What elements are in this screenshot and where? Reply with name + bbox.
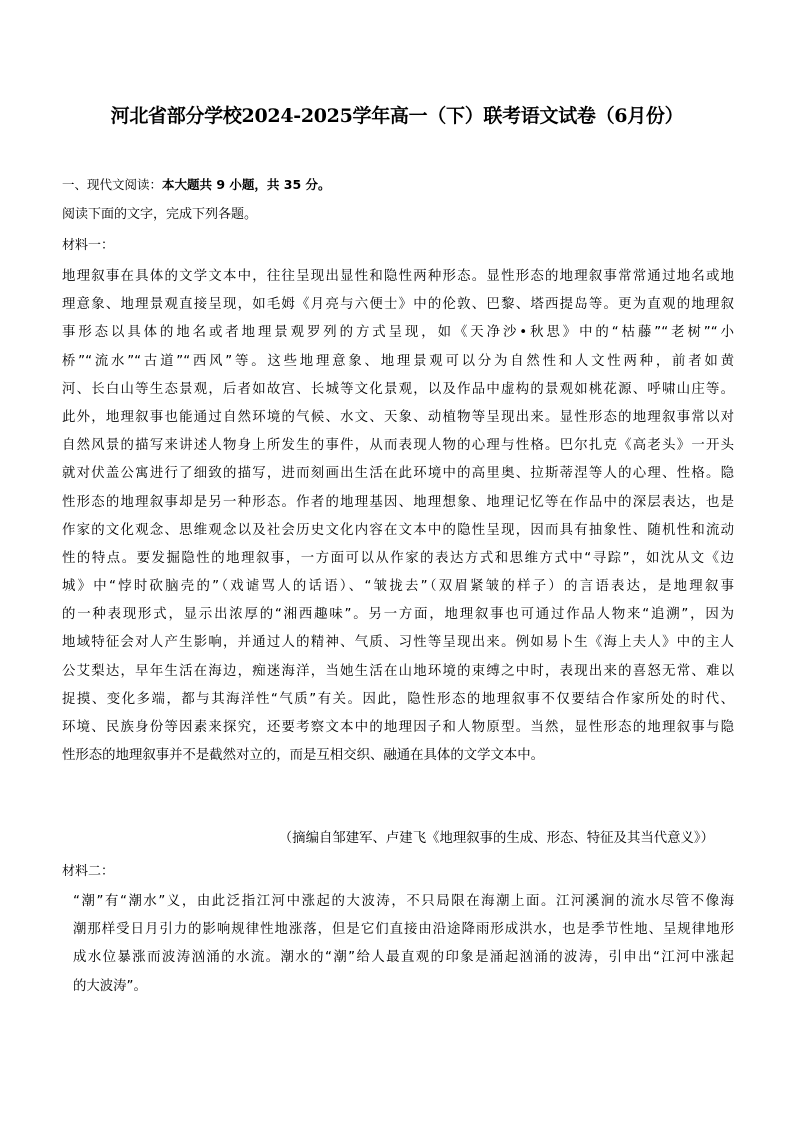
text-line: 的一种表现形式，显示出浓厚的“湘西趣味”。另一方面，地理叙事也可通过作品人物来“追溯”，因为	[62, 607, 734, 623]
text-line: 就对伏盖公寓进行了细致的描写，进而刻画出生活在此环境中的高里奥、拉斯蒂涅等人的心理、性格。隐	[62, 466, 734, 482]
text-line: 性形态的地理叙事并不是截然对立的，而是互相交织、融通在具体的文学文本中。	[62, 748, 545, 764]
text-line: 公艾梨达，早年生活在海边，痴迷海洋，当她生活在山地环境的束缚之中时，表现出来的喜怒无常、难以	[62, 663, 734, 679]
page-title: 河北省部分学校2024-2025学年高一（下）联考语文试卷（6月份）	[110, 105, 684, 127]
text-line: 河、长白山等生态景观，后者如故宫、长城等文化景观，以及作品中虚构的景观如桃花源、呼啸山庄等。	[62, 381, 734, 397]
material-1-label: 材料一：	[62, 238, 115, 253]
text-line: 桥”“流水”“古道”“西风”等。这些地理意象、地理景观可以分为自然性和人文性两种，前者如黄	[62, 353, 734, 369]
material-2-paragraph	[73, 888, 734, 1001]
text-line: 环境、民族身份等因素来探究，还要考察文本中的地理因子和人物原型。当然，显性形态的地理叙事与隐	[62, 720, 734, 735]
material-2-label: 材料二：	[62, 864, 115, 879]
text-line: “潮”有“潮水”义，由此泛指江河中涨起的大波涛，不只局限在海潮上面。江河溪涧的流水尽管不像海	[73, 894, 734, 909]
text-line: 自然风景的描写来讲述人物身上所发生的事件，从而表现人物的心理与性格。巴尔扎克《高老头》一开头	[62, 438, 734, 454]
text-line: 此外，地理叙事也能通过自然环境的气候、水文、天象、动植物等呈现出来。显性形态的地理叙事常以对	[62, 409, 734, 425]
text-line: 作家的文化观念、思维观念以及社会历史文化内容在文本中的隐性呈现，因而具有抽象性、随机性和流动	[62, 522, 734, 538]
text-line: 地域特征会对人产生影响，并通过人的精神、气质、习性等呈现出来。例如易卜生《海上夫人》中的主人	[62, 635, 734, 651]
section-heading-prefix: 一、现代文阅读：	[62, 177, 163, 192]
text-line: 成水位暴涨而波涛汹涌的水流。潮水的“潮”给人最直观的印象是涌起汹涌的波涛，引申出“江河中涨起	[73, 950, 734, 966]
section-heading-detail: 本大题共 9 小题，共 35 分。	[162, 177, 331, 192]
text-line: 理意象、地理景观直接呈现，如毛姆《月亮与六便士》中的伦敦、巴黎、塔西提岛等。更为直观的地理叙	[62, 297, 734, 313]
reading-instruction: 阅读下面的文字，完成下列各题。	[62, 207, 258, 222]
text-line: 地理叙事在具体的文学文本中，往往呈现出显性和隐性两种形态。显性形态的地理叙事常常通过地名或地	[62, 269, 734, 284]
text-line: 捉摸、变化多端，都与其海洋性“气质”有关。因此，隐性形态的地理叙事不仅要结合作家所处的时代、	[62, 691, 734, 707]
text-line: 事形态以具体的地名或者地理景观罗列的方式呈现，如《天净沙•秋思》中的“枯藤”“老树”“小	[62, 325, 734, 341]
text-line: 性形态的地理叙事却是另一种形态。作者的地理基因、地理想象、地理记忆等在作品中的深层表达，也是	[62, 494, 734, 510]
text-line: 性的特点。要发掘隐性的地理叙事，一方面可以从作家的表达方式和思维方式中“寻踪”，如沈从文《边	[62, 550, 734, 566]
text-line: 城》中“悖时砍脑壳的”（戏谑骂人的话语）、“皱拢去”（双眉紧皱的样子）的言语表达，是地理叙事	[62, 579, 734, 595]
section-heading	[62, 175, 331, 195]
material-1-source: （摘编自邹建军、卢建飞《地理叙事的生成、形态、特征及其当代意义》）	[278, 831, 714, 846]
material-1-paragraph	[62, 263, 734, 770]
text-line: 的大波涛”。	[73, 978, 147, 994]
text-line: 潮那样受日月引力的影响规律性地涨落，但是它们直接由沿途降雨形成洪水，也是季节性地、呈规律地形	[73, 922, 734, 938]
